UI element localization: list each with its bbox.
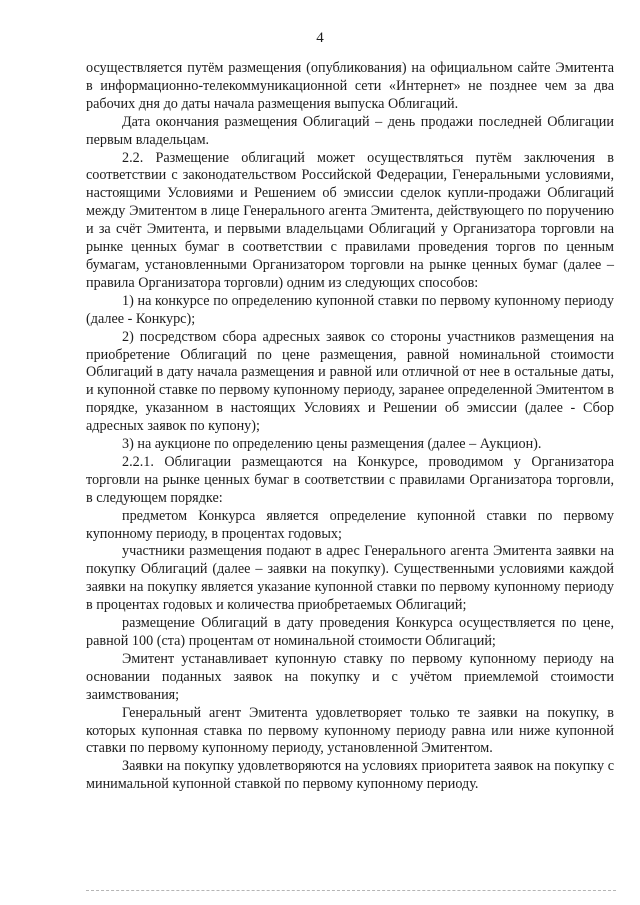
- paragraph-placement-end-date: Дата окончания размещения Облигаций – день продажи последней Облигации первым владельцам.: [86, 113, 614, 148]
- paragraph-section-2-2-1: 2.2.1. Облигации размещаются на Конкурсе, проводимом у Организатора торговли на рынке ценных бумаг в соответствии с правилами Организатора торговли, в следующем порядке:: [86, 453, 614, 506]
- paragraph-purchase-orders: участники размещения подают в адрес Генерального агента Эмитента заявки на покупку Облигаций (далее – заявки на покупку). Существенными условиями каждой заявки на покупку является указание купонной ставки по первому купонному периоду в процентах годовых и количества приобретаемых Облигаций;: [86, 543, 614, 614]
- list-item-method-3: 3) на аукционе по определению цены размещения (далее – Аукцион).: [122, 436, 542, 453]
- paragraph-agent-satisfies-orders: Генеральный агент Эмитента удовлетворяет только те заявки на покупку, в которых купонная ставка по первому купонному периоду равна или ниже купонной ставки по первому купонному периоду, установленной Эмитентом.: [86, 704, 614, 757]
- paragraph-placement-publication: осуществляется путём размещения (опубликования) на официальном сайте Эмитента в информационно-телекоммуникационной сети «Интернет» не позднее чем за два рабочих дня до даты начала размещения выпуска Облигаций.: [86, 60, 614, 112]
- paragraph-order-priority: Заявки на покупку удовлетворяются на условиях приоритета заявок на покупку с минимальной купонной ставкой по первому купонному периоду.: [86, 758, 614, 793]
- paragraph-placement-price: размещение Облигаций в дату проведения Конкурса осуществляется по цене, равной 100 (ста) процентам от номинальной стоимости Облигаций;: [86, 615, 614, 649]
- page-number: 4: [316, 30, 324, 46]
- paragraph-contest-subject: предметом Конкурса является определение купонной ставки по первому купонному периоду, в процентах годовых;: [86, 507, 614, 542]
- list-item-method-1: 1) на конкурсе по определению купонной ставки по первому купонному периоду (далее - Конкурс);: [86, 292, 614, 327]
- footer-divider: [86, 890, 616, 891]
- paragraph-issuer-sets-rate: Эмитент устанавливает купонную ставку по первому купонному периоду на основании поданных заявок на покупку и с учётом приемлемой стоимости заимствования;: [86, 650, 614, 703]
- paragraph-section-2-2: 2.2. Размещение облигаций может осуществляться путём заключения в соответствии с законодательством Российской Федерации, Генеральными условиями, настоящими Условиями и Решением об эмиссии сделок купли-продажи Облигаций между Эмитентом в лице Генерального агента Эмитента, действующего по поручению и за счёт Эмитента, и первыми владельцами Облигаций у Организатора торговли на рынке ценных бумаг в соответствии с правилами проведения торгов по ценным бумагам, установленными Организатором торговли на рынке ценных бумаг (далее – правила Организатора торговли) одним из следующих способов:: [86, 149, 614, 291]
- document-body: [86, 60, 614, 794]
- list-item-method-2: 2) посредством сбора адресных заявок со стороны участников размещения на приобретение Облигаций по цене размещения, равной номинальной стоимости Облигаций в дату начала размещения и равной или отличной от нее в остальные даты, и купонной ставке по первому купонному периоду, заранее определенной Эмитентом в порядке, указанном в настоящих Условиях и Решении об эмиссии (далее - Сбор адресных заявок по купону);: [86, 328, 614, 435]
